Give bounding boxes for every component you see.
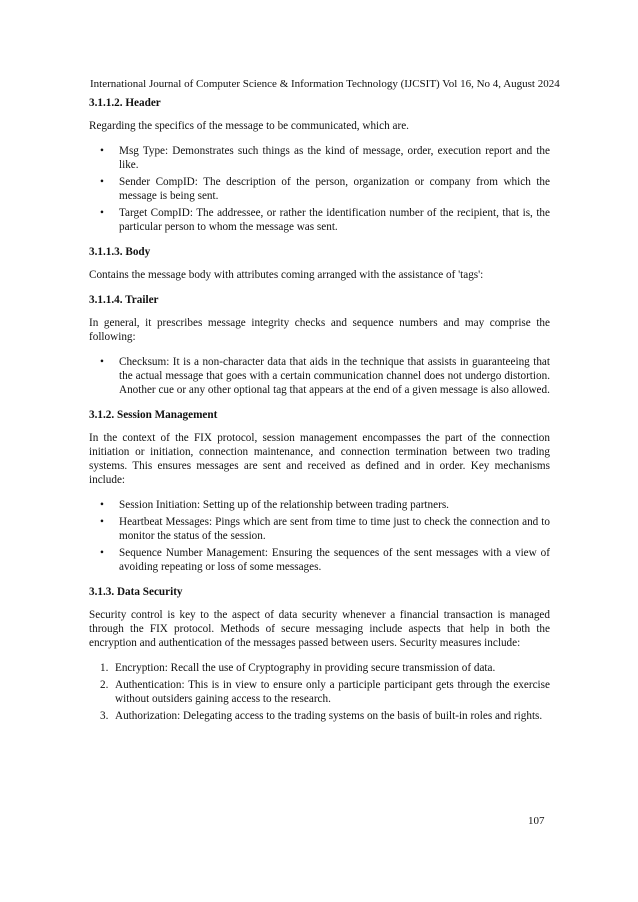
page-content — [89, 96, 550, 726]
list-item: 3. Authorization: Delegating access to the trading systems on the basis of built-in roles and rights. — [100, 710, 543, 722]
list-item: • Sender CompID: The description of the person, organization or company from which the message is being sent. — [100, 176, 550, 202]
heading-session-management: 3.1.2. Session Management — [89, 409, 218, 421]
list-item: • Heartbeat Messages: Pings which are sent from time to time just to check the connection and to monitor the status of the session. — [100, 516, 550, 542]
bullet-marker: • — [100, 547, 104, 559]
list-number: 2. — [100, 679, 109, 691]
paragraph-session-management: In the context of the FIX protocol, session management encompasses the part of the connection initiation or initiation, connection maintenance, and connection termination between two trading systems. This ensures messages are sent and received as defined and in order. Key mechanisms include: — [89, 432, 550, 486]
list-trailer-fields — [89, 355, 550, 397]
list-item: • Checksum: It is a non-character data that aids in the technique that assists in guaranteeing that the actual message that goes with a certain communication channel does not undergo distortion. Another cue or any other optional tag that appears at the end of a given message is also allowed. — [100, 356, 550, 396]
page-number: 107 — [528, 815, 545, 827]
list-item: 2. Authentication: This is in view to ensure only a participle participant gets through the exercise without outsiders gaining access to the research. — [100, 679, 550, 705]
bullet-marker: • — [100, 176, 104, 188]
paragraph-header-intro: Regarding the specifics of the message to be communicated, which are. — [89, 120, 409, 132]
heading-data-security: 3.1.3. Data Security — [89, 586, 183, 598]
bullet-marker: • — [100, 145, 104, 157]
bullet-marker: • — [100, 516, 104, 528]
heading-body: 3.1.1.3. Body — [89, 246, 151, 258]
paragraph-body: Contains the message body with attributes coming arranged with the assistance of 'tags': — [89, 269, 484, 281]
running-header: International Journal of Computer Science & Information Technology (IJCSIT) Vol 16, No 4, August 2024 — [90, 78, 560, 90]
bullet-marker: • — [100, 207, 104, 219]
bullet-marker: • — [100, 499, 104, 511]
list-session-mechanisms — [89, 498, 550, 574]
paragraph-trailer: In general, it prescribes message integrity checks and sequence numbers and may comprise the following: — [89, 317, 550, 343]
bullet-marker: • — [100, 356, 104, 368]
heading-header: 3.1.1.2. Header — [89, 97, 161, 109]
list-number: 1. — [100, 662, 109, 674]
paragraph-data-security: Security control is key to the aspect of data security whenever a financial transaction is managed through the FIX protocol. Methods of secure messaging include aspects that help in both the encryption and authentication of the messages passed between users. Security measures include: — [89, 609, 550, 649]
list-security-measures — [89, 661, 550, 723]
list-item: • Session Initiation: Setting up of the relationship between trading partners. — [100, 499, 449, 511]
list-number: 3. — [100, 710, 109, 722]
list-item: • Target CompID: The addressee, or rather the identification number of the recipient, that is, the particular person to whom the message was sent. — [100, 207, 550, 233]
list-item: • Sequence Number Management: Ensuring the sequences of the sent messages with a view of avoiding repeating or loss of some messages. — [100, 547, 550, 573]
heading-trailer: 3.1.1.4. Trailer — [89, 294, 159, 306]
list-header-fields — [89, 144, 550, 234]
list-item: 1. Encryption: Recall the use of Cryptography in providing secure transmission of data. — [100, 662, 496, 674]
list-item: • Msg Type: Demonstrates such things as the kind of message, order, execution report and the like. — [100, 145, 550, 171]
